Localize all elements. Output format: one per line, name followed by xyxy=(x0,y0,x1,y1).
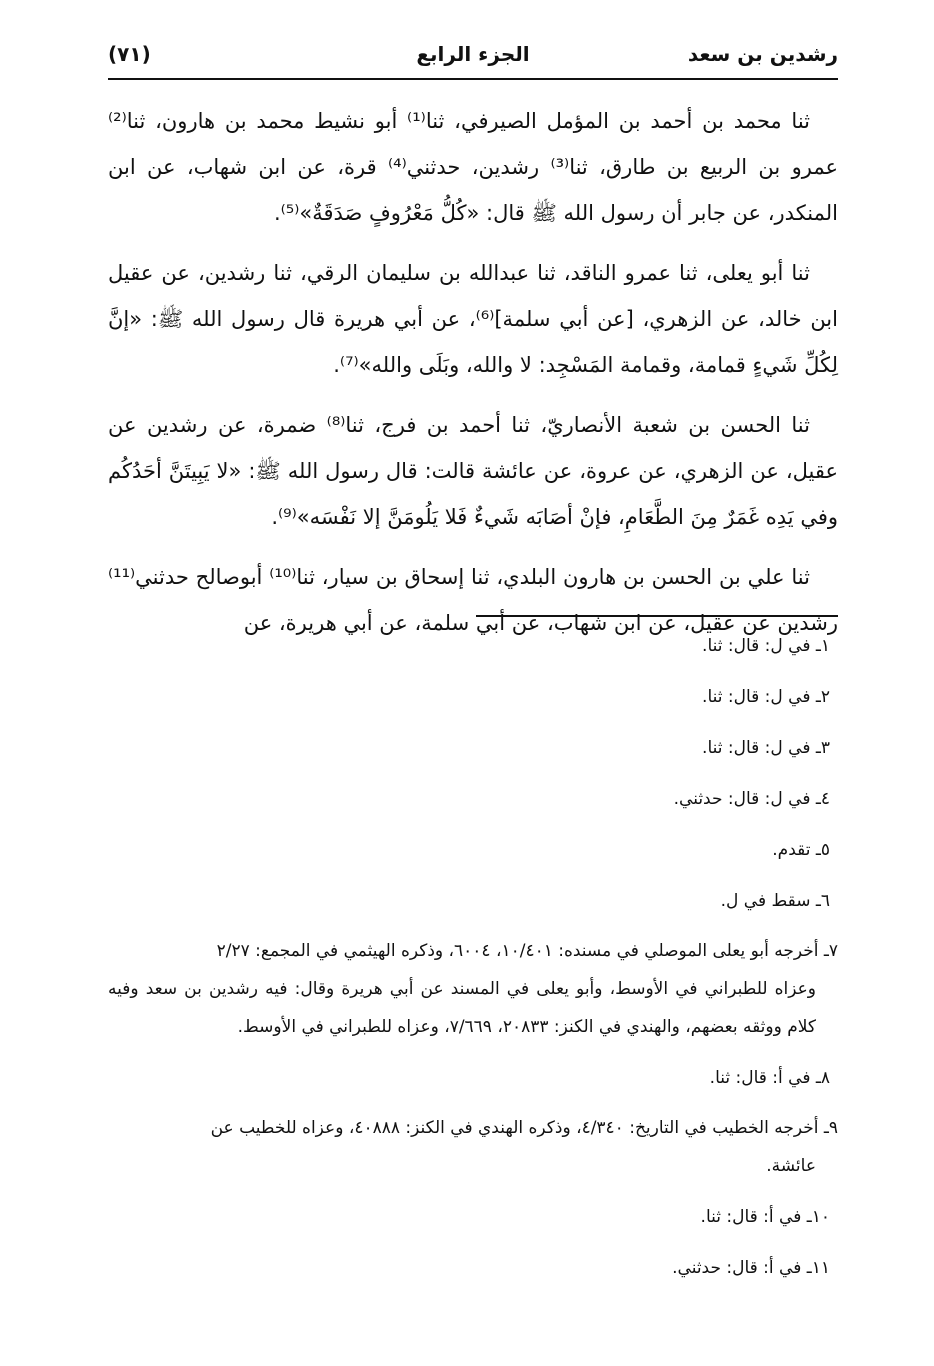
footnote-6: ٦ـ سقط في ل. xyxy=(720,891,830,911)
footnote-7-first-line: ٧ـ أخرجه أبو يعلى الموصلي في مسنده: ١٠/٤٠١، ٦٠٠٤، وذكره الهيثمي في المجمع: ٢/٢٧ xyxy=(216,941,838,961)
footnote-divider xyxy=(476,615,838,617)
footnote-9-first-line: ٩ـ أخرجه الخطيب في التاريخ: ٤/٣٤٠، وذكره الهندي في الكنز: ٤٠٨٨٨، وعزاه للخطيب عن xyxy=(210,1118,838,1138)
footnote-2: ٢ـ في ل: قال: ثنا. xyxy=(702,687,830,707)
footnote-9-continuation: عائشة. xyxy=(766,1156,816,1176)
footnote-9 xyxy=(108,1109,838,1185)
paragraph-1: ثنا محمد بن أحمد بن المؤمل الصيرفي، ثنا⁽¹⁾ أبو نشيط محمد بن هارون، ثنا⁽²⁾ عمرو بن الربيع بن طارق، ثنا⁽³⁾ رشدين، حدثني⁽⁴⁾ قرة، عن ابن شهاب، عن ابن المنكدر، عن جابر أن رسول الله ﷺ قال: «كُلُّ مَعْرُوفٍ صَدَقَةٌ»⁽⁵⁾. xyxy=(108,109,838,225)
book-title: رشدين بن سعد xyxy=(687,42,838,66)
paragraph-4: ثنا علي بن الحسن بن هارون البلدي، ثنا إسحاق بن سيار، ثنا⁽¹⁰⁾ أبوصالح حدثني⁽¹¹⁾ رشدين عن عقيل، عن ابن شهاب، عن أبي سلمة، عن أبي هريرة، عن xyxy=(108,565,838,635)
footnote-7-continuation: وعزاه للطبراني في الأوسط، وأبو يعلى في المسند عن أبي هريرة وقال: فيه رشدين بن سعد وفيه كلام ووثقه بعضهم، والهندي في الكنز: ٢٠٨٣٣، ٧/٦٦٩، وعزاه للطبراني في الأوسط. xyxy=(108,979,816,1037)
main-text xyxy=(108,98,838,660)
footnote-5: ٥ـ تقدم. xyxy=(772,840,830,860)
paragraph-2: ثنا أبو يعلى، ثنا عمرو الناقد، ثنا عبدالله بن سليمان الرقي، ثنا رشدين، عن عقيل ابن خالد، عن الزهري، [عن أبي سلمة]⁽⁶⁾، عن أبي هريرة قال رسول الله ﷺ: «إنَّ لِكُلِّ شَيءٍ قمامة، وقمامة المَسْجِد: لا والله، وبَلَى والله»⁽⁷⁾. xyxy=(108,261,838,377)
footnotes xyxy=(108,626,838,1299)
footnote-11: ١١ـ في أ: قال: حدثني. xyxy=(672,1258,830,1278)
page-number: (٧١) xyxy=(108,42,151,66)
footnote-1: ١ـ في ل: قال: ثنا. xyxy=(702,636,830,656)
header-divider xyxy=(108,78,838,80)
footnote-7 xyxy=(108,932,838,1046)
footnote-10: ١٠ـ في أ: قال: ثنا. xyxy=(700,1207,830,1227)
footnote-4: ٤ـ في ل: قال: حدثني. xyxy=(673,789,830,809)
page-header xyxy=(108,38,838,78)
footnote-3: ٣ـ في ل: قال: ثنا. xyxy=(702,738,830,758)
volume-label: الجزء الرابع xyxy=(416,42,530,66)
footnote-8: ٨ـ في أ: قال: ثنا. xyxy=(709,1068,830,1088)
paragraph-3: ثنا الحسن بن شعبة الأنصاريّ، ثنا أحمد بن فرج، ثنا⁽⁸⁾ ضمرة، عن رشدين عن عقيل، عن الزهري، عن عروة، عن عائشة قالت: قال رسول الله ﷺ: «لا يَبِيتَنَّ أحَدُكُم وفي يَدِه غَمَرٌ مِنَ الطَّعَامِ، فإنْ أصَابَه شَيءٌ فَلا يَلُومَنَّ إلا نَفْسَه»⁽⁹⁾. xyxy=(108,413,838,529)
